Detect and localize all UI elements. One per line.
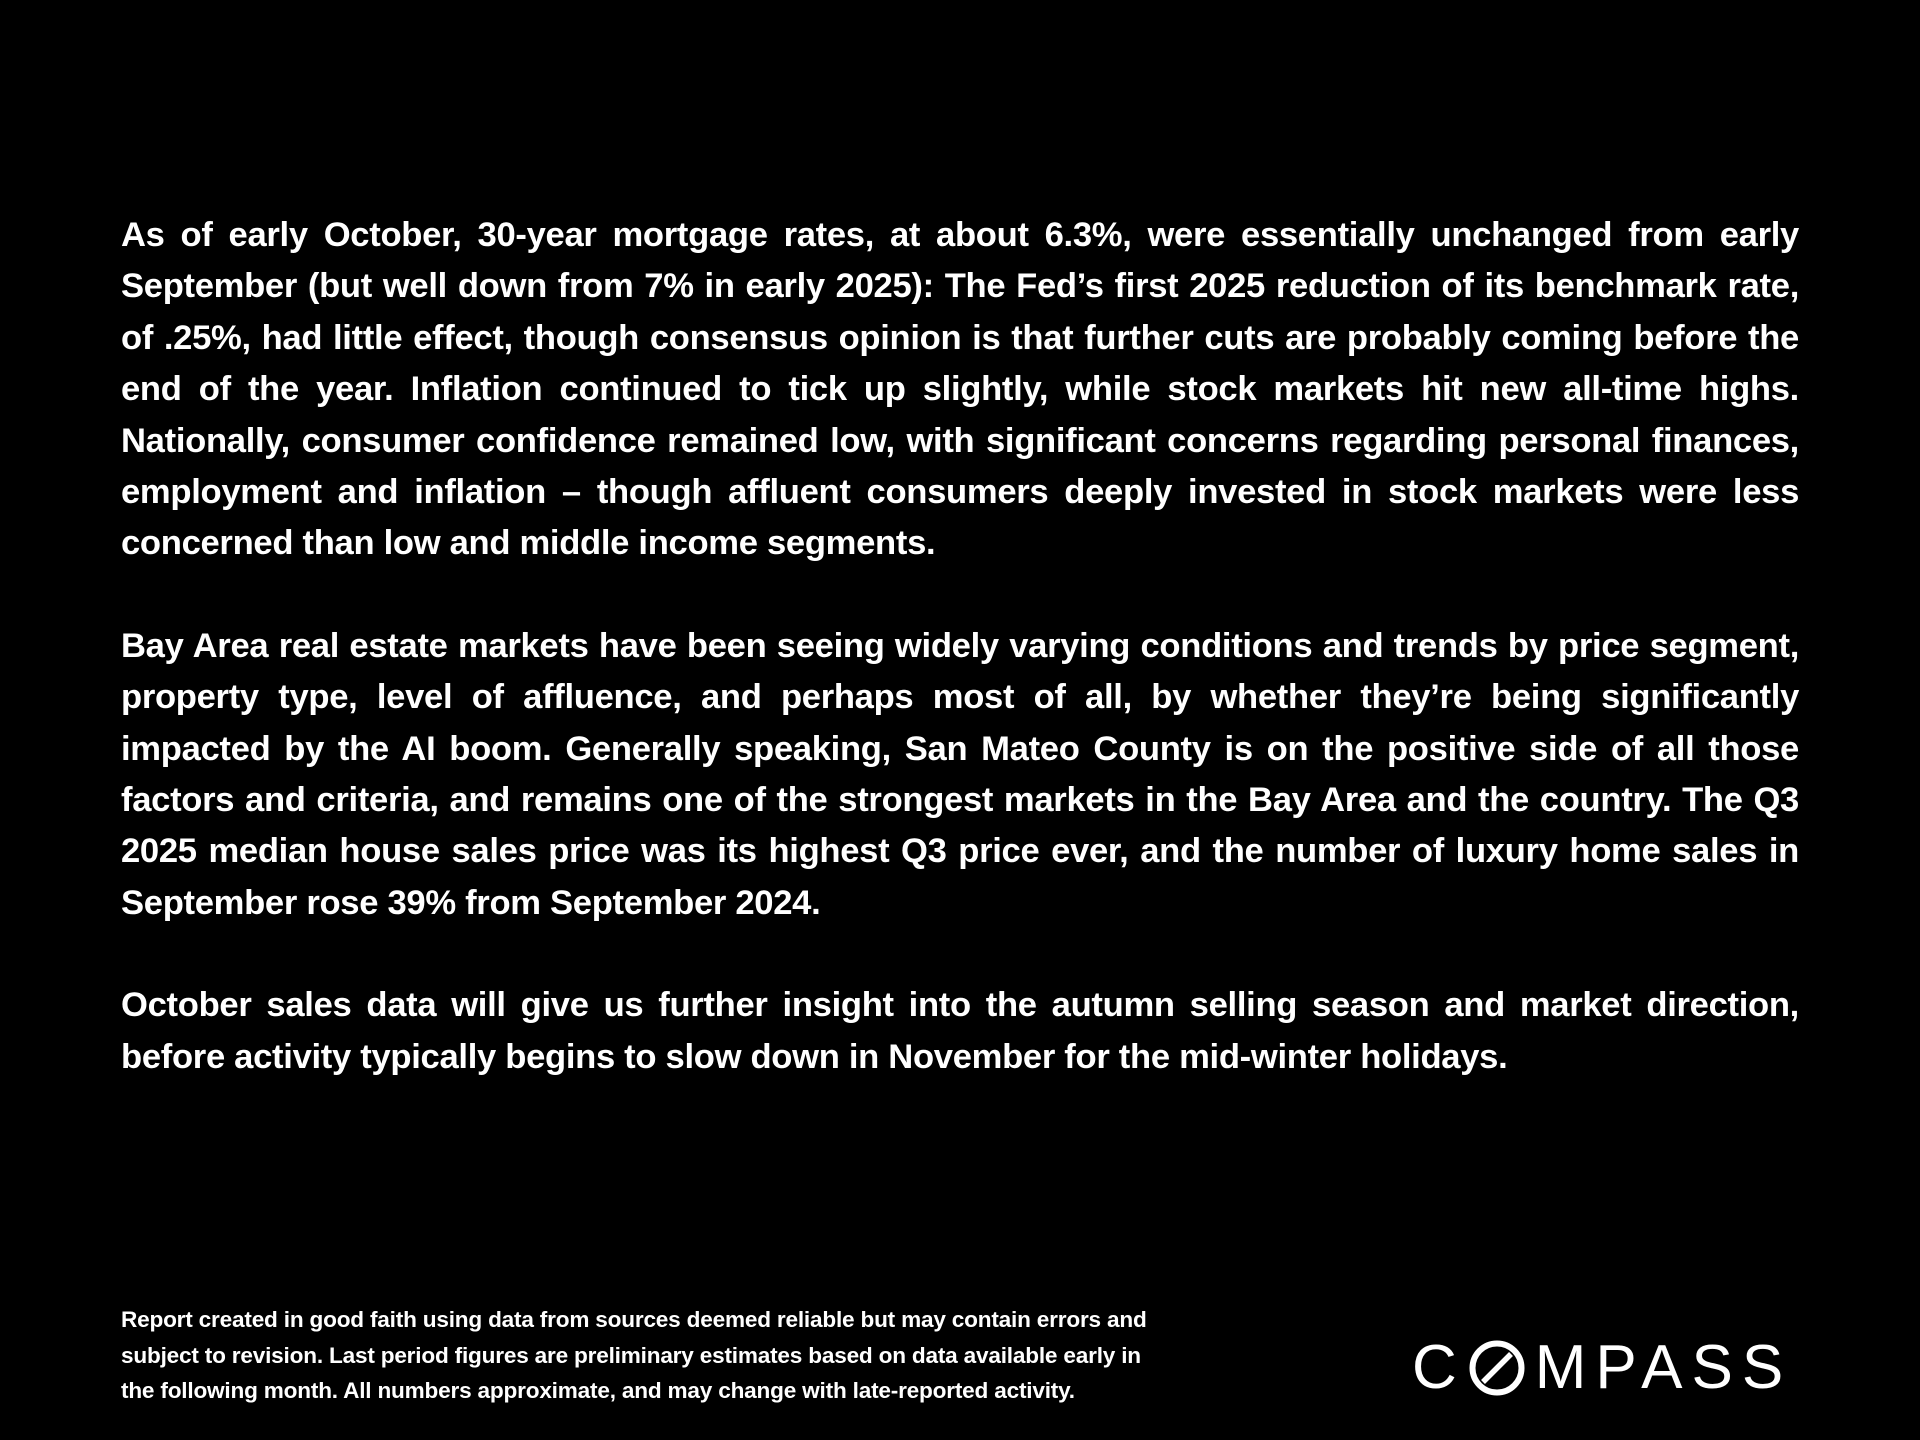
paragraph-bay-area-markets: Bay Area real estate markets have been seeing widely varying conditions and trends by price segment, property type, level of affluence, and perhaps most of all, by whether they’re being significantly impacted by the AI boom. Generally speaking, San Mateo County is on the positive side of all those factors and criteria, and remains one of the strongest markets in the Bay Area and the country. The Q3 2025 median house sales price was its highest Q3 price ever, and the number of luxury home sales in September rose 39% from September 2024. bbox=[121, 626, 1799, 922]
logo-o-slash-icon bbox=[1468, 1339, 1526, 1397]
disclaimer-line: Report created in good faith using data from sources deemed reliable but may contain errors and bbox=[121, 1307, 1147, 1332]
commentary-body bbox=[121, 210, 1799, 1083]
disclaimer bbox=[121, 1302, 1321, 1409]
paragraph-mortgage-rates: As of early October, 30-year mortgage rates, at about 6.3%, were essentially unchanged from early September (but well down from 7% in early 2025): The Fed’s first 2025 reduction of its benchmark rate, of .25%, had little effect, though consensus opinion is that further cuts are probably coming before the end of the year. Inflation continued to tick up slightly, while stock markets hit new all-time highs. Nationally, consumer confidence remained low, with significant concerns regarding personal finances, employment and inflation – though affluent consumers deeply invested in stock markets were less concerned than low and middle income segments. bbox=[121, 216, 1799, 563]
logo-letter-c: C bbox=[1412, 1333, 1466, 1402]
disclaimer-line: the following month. All numbers approximate, and may change with late-reported activity. bbox=[121, 1378, 1075, 1403]
paragraph-october-outlook: October sales data will give us further insight into the autumn selling season and market direction, before activity typically begins to slow down in November for the mid-winter holidays. bbox=[121, 986, 1799, 1076]
disclaimer-line: subject to revision. Last period figures are preliminary estimates based on data available early in bbox=[121, 1342, 1141, 1368]
compass-logo bbox=[1412, 1333, 1793, 1402]
logo-letters-mpass: MPASS bbox=[1534, 1333, 1793, 1402]
